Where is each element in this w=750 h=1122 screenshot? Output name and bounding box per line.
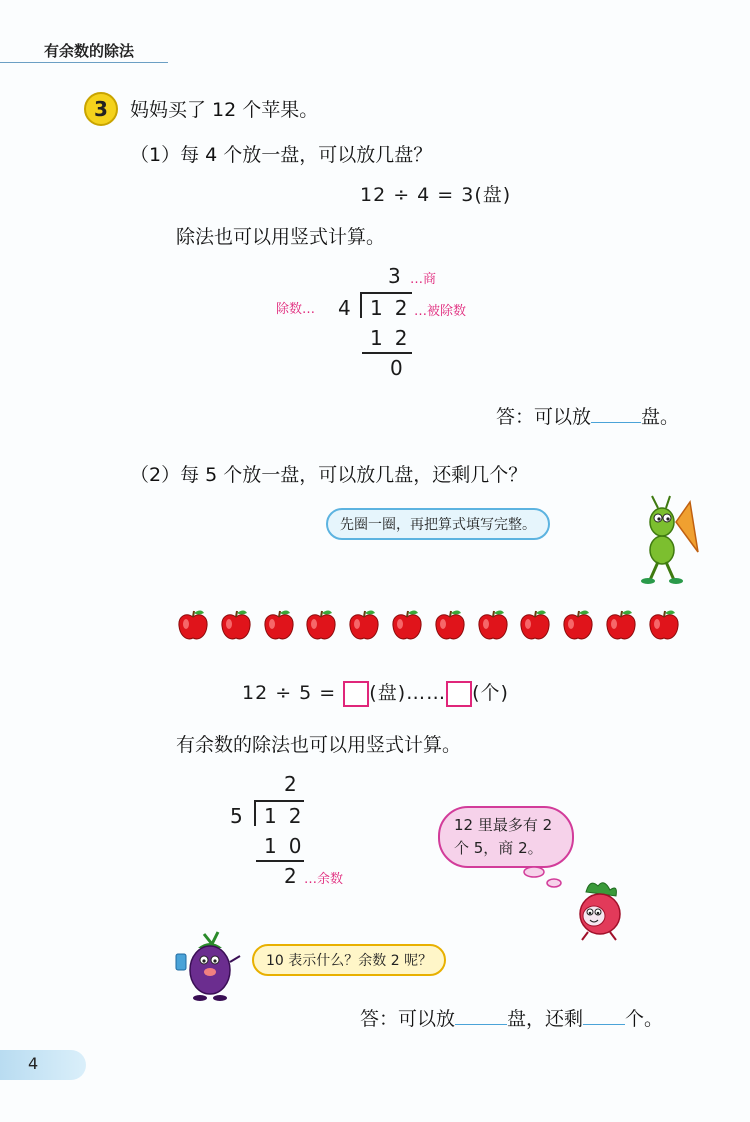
eggplant-mascot-icon xyxy=(174,928,246,1004)
question-bubble: 10 表示什么？余数 2 呢？ xyxy=(252,944,446,976)
divisor-2: 5 xyxy=(230,804,255,828)
answer-2-mid: 盘，还剩 xyxy=(507,1008,584,1030)
quotient-1: 3 xyxy=(388,264,413,288)
part1-note: 除法也可以用竖式计算。 xyxy=(176,226,386,248)
label-quotient: …商 xyxy=(410,272,437,287)
label-dividend: …被除数 xyxy=(414,304,467,319)
division-bar-1 xyxy=(362,292,412,294)
quotient-box[interactable] xyxy=(343,681,369,707)
apple-icon xyxy=(433,608,465,638)
apple-icon xyxy=(176,608,208,638)
eq2-unit2: (个) xyxy=(472,682,509,704)
answer-2 xyxy=(360,1004,663,1031)
division-bar-2 xyxy=(256,800,304,802)
answer-2-suffix: 个。 xyxy=(625,1008,664,1030)
label-remainder: …余数 xyxy=(304,872,344,887)
problem-number-badge: 3 xyxy=(84,92,118,126)
thought-bubble-tail xyxy=(520,866,570,890)
answer-2-prefix: 答：可以放 xyxy=(360,1008,456,1030)
thought-bubble: 12 里最多有 2 个 5，商 2。 xyxy=(438,806,574,868)
subtraction-line-1 xyxy=(362,352,412,354)
apple-icon xyxy=(390,608,422,638)
quotient-2: 2 xyxy=(284,772,309,796)
label-divisor: 除数… xyxy=(276,302,316,317)
remainder-1: 0 xyxy=(390,356,415,380)
answer-1-suffix: 盘。 xyxy=(641,406,680,428)
header-divider xyxy=(0,62,168,63)
hint-bubble: 先圈一圈，再把算式填写完整。 xyxy=(326,508,550,540)
apple-icon xyxy=(518,608,550,638)
apple-icon xyxy=(347,608,379,638)
page-number-tab xyxy=(0,1050,86,1080)
problem-intro: 妈妈买了 12 个苹果。 xyxy=(130,99,319,121)
answer-2-blank-remaining[interactable] xyxy=(583,1006,625,1025)
remainder-box[interactable] xyxy=(446,681,472,707)
page-number: 4 xyxy=(28,1054,39,1073)
product-1: 12 xyxy=(370,326,420,350)
part2-note: 有余数的除法也可以用竖式计算。 xyxy=(176,734,462,756)
answer-1-prefix: 答：可以放 xyxy=(496,406,592,428)
apple-icon xyxy=(647,608,679,638)
part1-question: （1）每 4 个放一盘，可以放几盘？ xyxy=(130,144,433,166)
apple-icon xyxy=(219,608,251,638)
answer-2-blank-plates[interactable] xyxy=(455,1006,507,1025)
answer-1 xyxy=(496,402,679,429)
apple-icon xyxy=(262,608,294,638)
part2-question: （2）每 5 个放一盘，可以放几盘，还剩几个？ xyxy=(130,464,528,486)
apple-icon xyxy=(304,608,336,638)
apple-icon xyxy=(604,608,636,638)
eq2-unit1: (盘)…… xyxy=(369,682,447,704)
dividend-2: 12 xyxy=(264,804,314,828)
radish-mascot-icon xyxy=(568,878,630,942)
subtraction-line-2 xyxy=(256,860,304,862)
remainder-2: 2 xyxy=(284,864,309,888)
part1-equation: 12 ÷ 4 = 3(盘) xyxy=(360,184,512,206)
dividend-1: 12 xyxy=(370,296,420,320)
eq2-left: 12 ÷ 5 = xyxy=(242,682,337,704)
product-2: 10 xyxy=(264,834,314,858)
apple-icon xyxy=(476,608,508,638)
part2-equation xyxy=(242,678,509,707)
divisor-1: 4 xyxy=(338,296,363,320)
answer-1-blank[interactable] xyxy=(591,404,641,423)
section-title: 有余数的除法 xyxy=(44,42,135,60)
apple-icon xyxy=(561,608,593,638)
caterpillar-mascot-icon xyxy=(628,492,700,584)
